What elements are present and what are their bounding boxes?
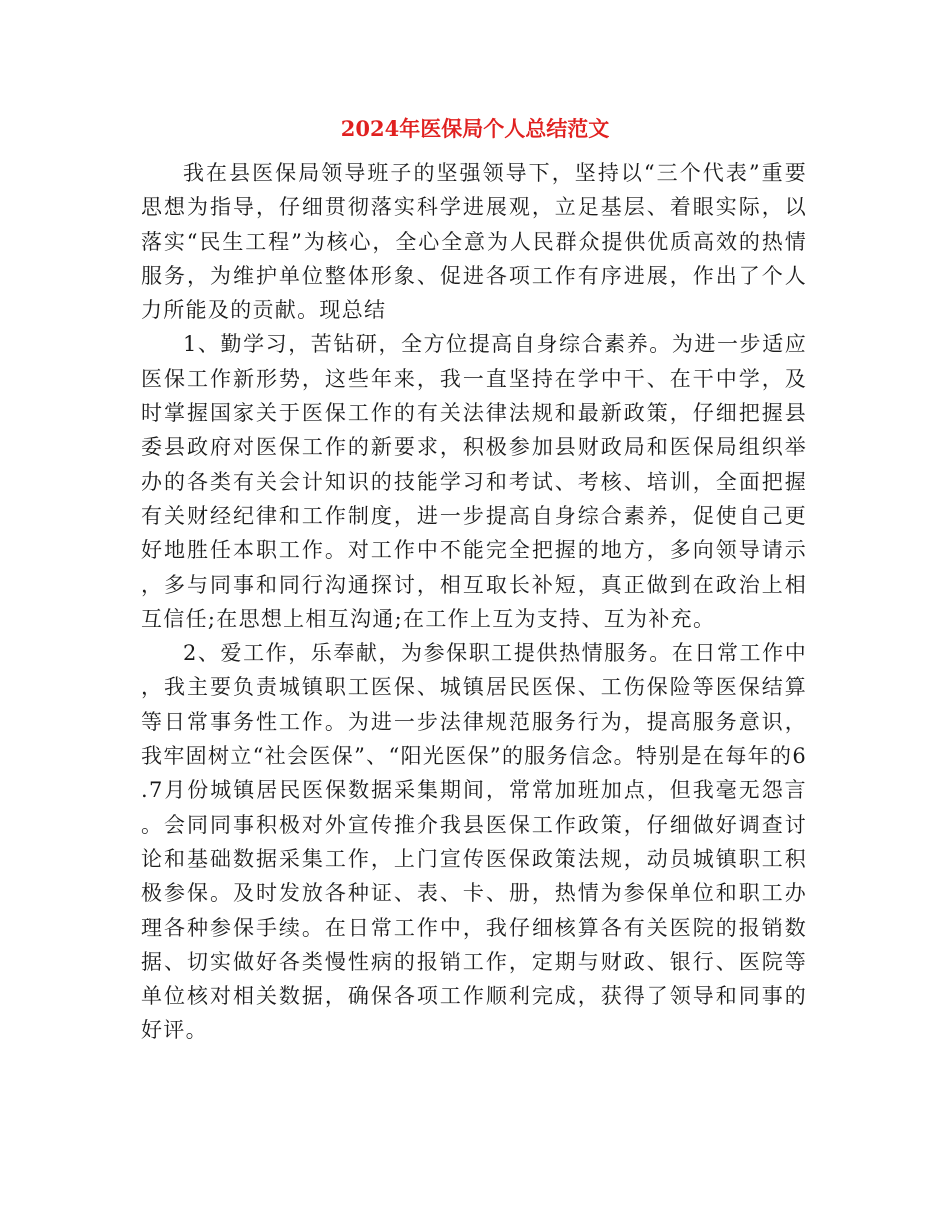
paragraph-study: 1、勤学习，苦钻研，全方位提高自身综合素养。为进一步适应医保工作新形势，这些年来，我一直坚持在学中干、在干中学，及时掌握国家关于医保工作的有关法律法规和最新政策，仔细把握县委县政府对医保工作的新要求，积极参加县财政局和医保局组织举办的各类有关会计知识的技能学习和考试、考核、培训，全面把握有关财经纪律和工作制度，进一步提高自身综合素养，促使自己更好地胜任本职工作。对工作中不能完全把握的地方，多向领导请示，多与同事和同行沟通探讨，相互取长补短，真正做到在政治上相互信任;在思想上相互沟通;在工作上互为支持、互为补充。 — [141, 332, 807, 631]
paragraph-intro: 我在县医保局领导班子的坚强领导下，坚持以“三个代表”重要思想为指导，仔细贯彻落实科学进展观，立足基层、着眼实际，以落实“民生工程”为核心，全心全意为人民群众提供优质高效的热情服务，为维护单位整体形象、促进各项工作有序进展，作出了个人力所能及的贡献。现总结 — [141, 161, 807, 323]
paragraph-service: 2、爱工作，乐奉献，为参保职工提供热情服务。在日常工作中，我主要负责城镇职工医保、城镇居民医保、工伤保险等医保结算等日常事务性工作。为进一步法律规范服务行为，提高服务意识，我牢固树立“社会医保”、“阳光医保”的服务信念。特别是在每年的6.7月份城镇居民医保数据采集期间，常常加班加点，但我毫无怨言。会同同事积极对外宣传推介我县医保工作政策，仔细做好调查讨论和基础数据采集工作，上门宣传医保政策法规，动员城镇职工积极参保。及时发放各种证、表、卡、册，热情为参保单位和职工办理各种参保手续。在日常工作中，我仔细核算各有关医院的报销数据、切实做好各类慢性病的报销工作，定期与财政、银行、医院等单位核对相关数据，确保各项工作顺利完成，获得了领导和同事的好评。 — [141, 641, 807, 1043]
document-body — [141, 156, 807, 1048]
document-title: 2024年医保局个人总结范文 — [340, 116, 610, 141]
